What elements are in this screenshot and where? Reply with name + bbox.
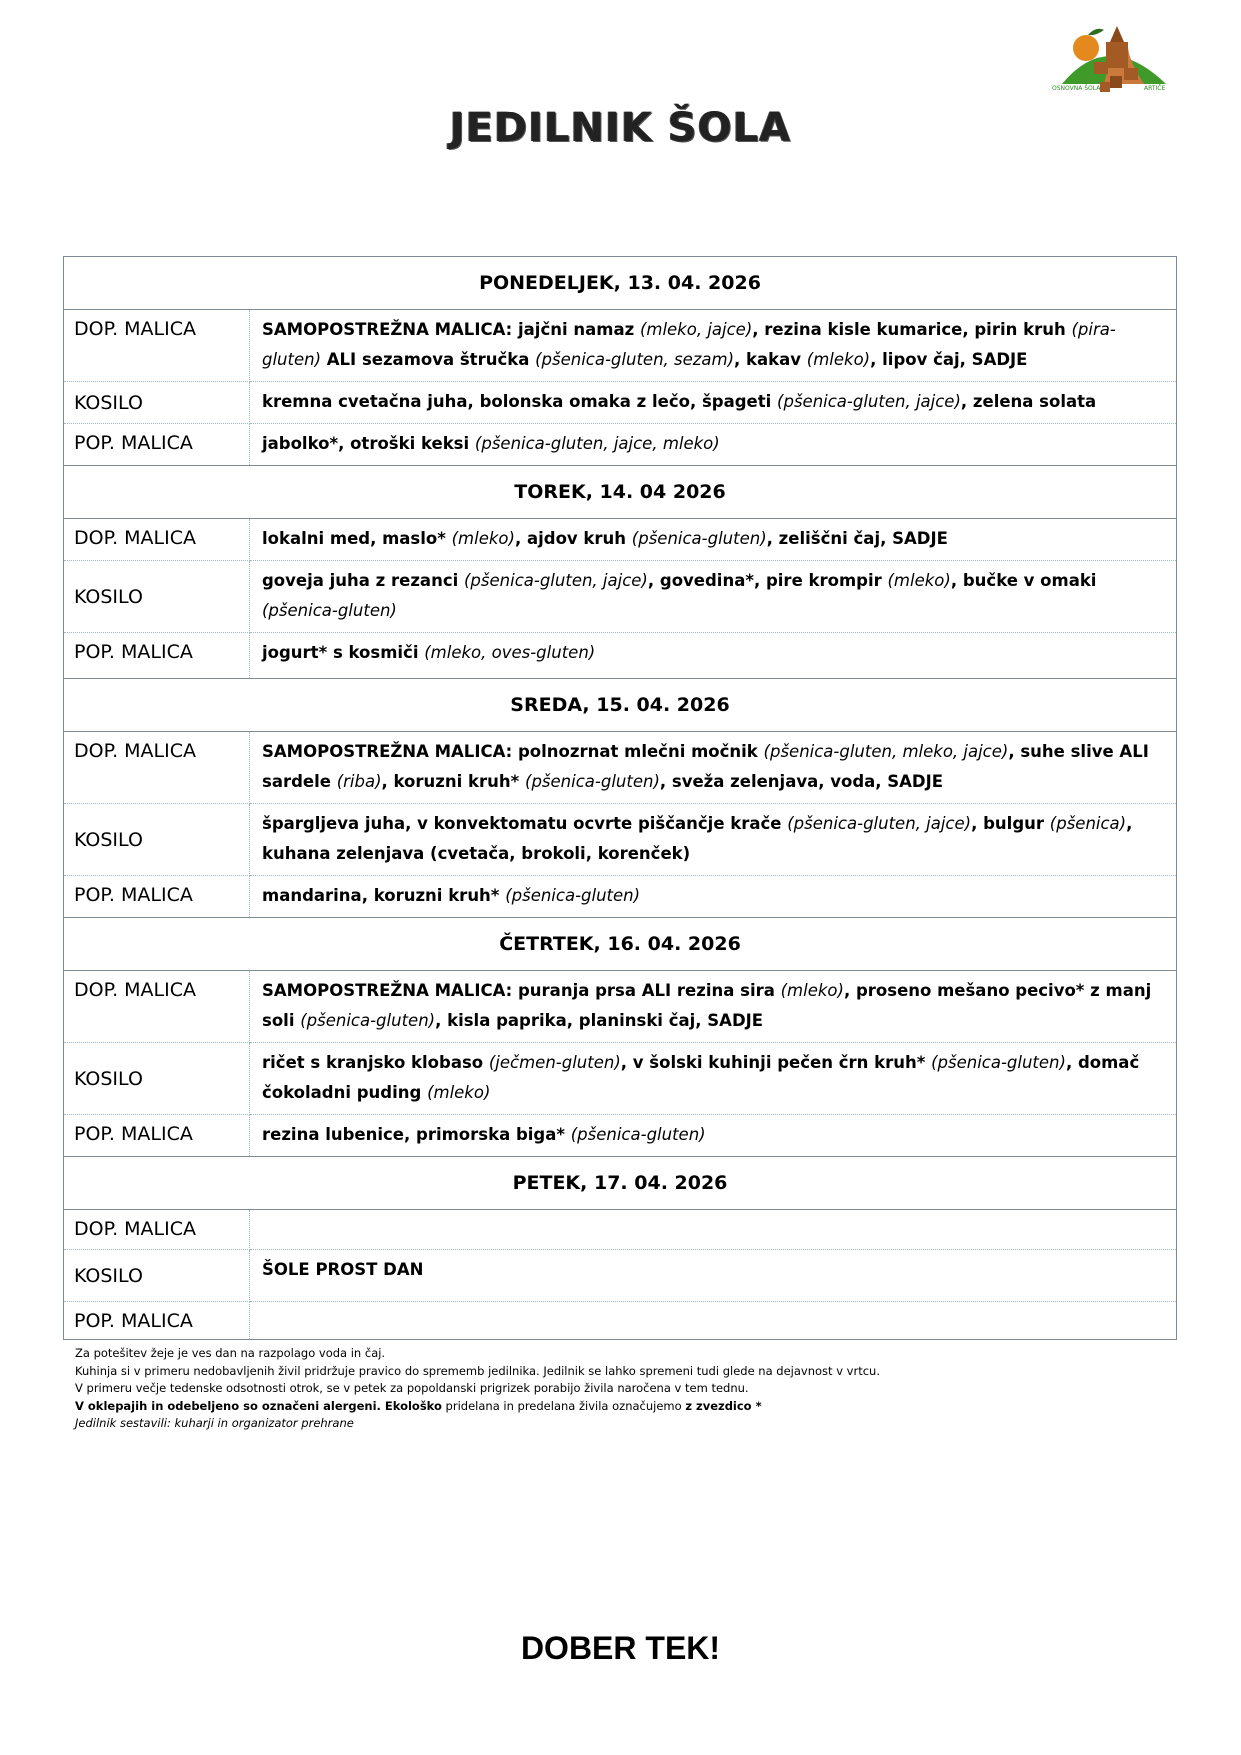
note-authors: Jedilnik sestavili: kuharji in organizator prehrane bbox=[75, 1416, 354, 1430]
logo-text-right: ARTIČE bbox=[1144, 85, 1166, 92]
meal-row bbox=[64, 971, 1177, 1043]
allergen-text: (pšenica-gluten, mleko, jajce) bbox=[763, 742, 1009, 761]
allergen-text: (pšenica-gluten, jajce) bbox=[787, 814, 972, 833]
dish-text: , ajdov kruh bbox=[514, 529, 632, 548]
allergen-text: (pšenica-gluten, jajce) bbox=[777, 392, 961, 411]
note-allergens-text: pridelana in predelana živila označujemo bbox=[441, 1398, 686, 1413]
meal-label: POP. MALICA bbox=[64, 424, 250, 466]
day-header: TOREK, 14. 04 2026 bbox=[64, 466, 1177, 519]
meal-label: DOP. MALICA bbox=[64, 732, 250, 804]
meal-content bbox=[250, 310, 1177, 382]
allergen-text: (mleko) bbox=[780, 981, 844, 1000]
allergen-text: (pšenica-gluten) bbox=[262, 601, 397, 620]
allergen-text: (pira-gluten) bbox=[262, 320, 1116, 369]
day-header-row bbox=[64, 679, 1177, 732]
day-header-row bbox=[64, 918, 1177, 971]
dish-text: ričet s kranjsko klobaso bbox=[262, 1053, 489, 1072]
meal-content bbox=[250, 1043, 1177, 1115]
allergen-text: (pšenica-gluten) bbox=[570, 1125, 706, 1144]
day-header: PETEK, 17. 04. 2026 bbox=[64, 1157, 1177, 1210]
meal-row bbox=[64, 1210, 1177, 1250]
meal-content bbox=[250, 1302, 1177, 1340]
notes-section bbox=[75, 1345, 1175, 1433]
meal-content bbox=[250, 1115, 1177, 1157]
meal-content bbox=[250, 1210, 1177, 1250]
allergen-text: (pšenica-gluten) bbox=[505, 886, 641, 905]
meal-content bbox=[250, 519, 1177, 561]
meal-label: DOP. MALICA bbox=[64, 1210, 250, 1250]
meal-content bbox=[250, 561, 1177, 633]
allergen-text: (pšenica-gluten) bbox=[631, 529, 767, 548]
dish-text: kremna cvetačna juha, bolonska omaka z lečo, špageti bbox=[262, 392, 778, 411]
meal-label: DOP. MALICA bbox=[64, 971, 250, 1043]
day-header-row bbox=[64, 1157, 1177, 1210]
dish-text: ŠOLE PROST DAN bbox=[262, 1260, 424, 1279]
dish-text: , bučke v omaki bbox=[950, 571, 1097, 590]
meal-row bbox=[64, 382, 1177, 424]
allergen-text: (pšenica) bbox=[1049, 814, 1127, 833]
meal-row bbox=[64, 633, 1177, 679]
dish-text: SAMOPOSTREŽNA MALICA bbox=[262, 320, 506, 339]
meal-row bbox=[64, 1302, 1177, 1340]
dish-text: , kuhana zelenjava (cvetača, brokoli, korenček) bbox=[262, 814, 1133, 863]
meal-label: KOSILO bbox=[64, 1250, 250, 1302]
dish-text: goveja juha z rezanci bbox=[262, 571, 464, 590]
dish-text: rezina lubenice, primorska biga* bbox=[262, 1125, 571, 1144]
note-absence: V primeru večje tedenske odsotnosti otrok, se v petek za popoldanski prigrizek porabijo živila naročena v tem tednu. bbox=[75, 1381, 749, 1395]
dish-text: , lipov čaj, SADJE bbox=[870, 350, 1028, 369]
school-logo bbox=[1048, 18, 1178, 100]
meal-content bbox=[250, 876, 1177, 918]
meal-row bbox=[64, 804, 1177, 876]
day-header: PONEDELJEK, 13. 04. 2026 bbox=[64, 257, 1177, 310]
dish-text: špargljeva juha, v konvektomatu ocvrte piščančje krače bbox=[262, 814, 788, 833]
dish-text: mandarina, koruzni kruh* bbox=[262, 886, 506, 905]
allergen-text: (mleko, jajce) bbox=[639, 320, 753, 339]
allergen-text: (mleko, oves-gluten) bbox=[424, 643, 596, 662]
meal-content bbox=[250, 633, 1177, 679]
dish-text: , kakav bbox=[734, 350, 807, 369]
allergen-text: (pšenica-gluten) bbox=[525, 772, 660, 791]
meal-label: KOSILO bbox=[64, 382, 250, 424]
footer-greeting: DOBER TEK! bbox=[520, 1630, 721, 1666]
dish-text: , koruzni kruh* bbox=[381, 772, 526, 791]
allergen-text: (pšenica-gluten, sezam) bbox=[535, 350, 735, 369]
meal-row bbox=[64, 876, 1177, 918]
allergen-text: (pšenica-gluten, jajce, mleko) bbox=[474, 434, 720, 453]
dish-text: , sveža zelenjava, voda, SADJE bbox=[659, 772, 944, 791]
day-header: SREDA, 15. 04. 2026 bbox=[64, 679, 1177, 732]
note-changes: Kuhinja si v primeru nedobavljenih živil pridržuje pravico do sprememb jedilnika. Jedilnik se lahko spremeni tudi glede na dejavnost v vrtcu. bbox=[75, 1363, 880, 1378]
meal-label: POP. MALICA bbox=[64, 1115, 250, 1157]
dish-text: : jajčni namaz bbox=[505, 320, 640, 339]
allergen-text: (mleko) bbox=[427, 1083, 491, 1102]
day-header-row bbox=[64, 257, 1177, 310]
meal-row bbox=[64, 561, 1177, 633]
dish-text: ALI sezamova štručka bbox=[321, 350, 536, 369]
note-allergens-bold: V oklepajih in odebeljeno so označeni alergeni. Ekološko bbox=[75, 1398, 442, 1413]
dish-text: , zelena solata bbox=[960, 392, 1097, 411]
dish-text: , domač čokoladni puding bbox=[262, 1053, 1140, 1102]
dish-text: , bulgur bbox=[971, 814, 1050, 833]
dish-text: , v šolski kuhinji pečen črn kruh* bbox=[620, 1053, 932, 1072]
meal-row bbox=[64, 1115, 1177, 1157]
meal-label: KOSILO bbox=[64, 1043, 250, 1115]
allergen-text: (mleko) bbox=[451, 529, 515, 548]
dish-text: jogurt* s kosmiči bbox=[262, 643, 425, 662]
meal-content bbox=[250, 804, 1177, 876]
meal-content bbox=[250, 971, 1177, 1043]
meal-content bbox=[250, 732, 1177, 804]
dish-text: jabolko*, otroški keksi bbox=[262, 434, 475, 453]
allergen-text: (pšenica-gluten) bbox=[931, 1053, 1066, 1072]
meal-label: DOP. MALICA bbox=[64, 519, 250, 561]
note-star: z zvezdico * bbox=[685, 1398, 762, 1413]
meal-row bbox=[64, 1250, 1177, 1302]
allergen-text: (pšenica-gluten, jajce) bbox=[464, 571, 648, 590]
meal-content bbox=[250, 1250, 1177, 1302]
allergen-text: (ječmen-gluten) bbox=[488, 1053, 621, 1072]
note-water: Za potešitev žeje je ves dan na razpolago voda in čaj. bbox=[75, 1346, 386, 1360]
dish-text: lokalni med, maslo* bbox=[262, 529, 452, 548]
meal-label: KOSILO bbox=[64, 804, 250, 876]
dish-text: , kisla paprika, planinski čaj, SADJE bbox=[435, 1011, 764, 1030]
meal-label: POP. MALICA bbox=[64, 1302, 250, 1340]
meal-content bbox=[250, 382, 1177, 424]
meal-label: KOSILO bbox=[64, 561, 250, 633]
meal-row bbox=[64, 310, 1177, 382]
meal-row bbox=[64, 519, 1177, 561]
allergen-text: (mleko) bbox=[887, 571, 951, 590]
menu-table bbox=[63, 256, 1177, 1340]
meal-content bbox=[250, 424, 1177, 466]
dish-text: , govedina*, pire krompir bbox=[647, 571, 888, 590]
dish-text: , proseno mešano pecivo* z manj soli bbox=[262, 981, 1152, 1030]
meal-label: DOP. MALICA bbox=[64, 310, 250, 382]
dish-text: , zeliščni čaj, SADJE bbox=[766, 529, 948, 548]
logo-text-left: OSNOVNA ŠOLA bbox=[1052, 85, 1101, 92]
meal-row bbox=[64, 1043, 1177, 1115]
dish-text: , suhe slive ALI sardele bbox=[262, 742, 1149, 791]
meal-label: POP. MALICA bbox=[64, 633, 250, 679]
page-title: JEDILNIK ŠOLA bbox=[449, 105, 792, 151]
allergen-text: (mleko) bbox=[806, 350, 871, 369]
day-header-row bbox=[64, 466, 1177, 519]
allergen-text: (pšenica-gluten) bbox=[300, 1011, 436, 1030]
meal-row bbox=[64, 732, 1177, 804]
meal-label: POP. MALICA bbox=[64, 876, 250, 918]
dish-text: SAMOPOSTREŽNA MALICA: puranja prsa ALI rezina sira bbox=[262, 981, 781, 1000]
day-header: ČETRTEK, 16. 04. 2026 bbox=[64, 918, 1177, 971]
allergen-text: (riba) bbox=[336, 772, 382, 791]
dish-text: SAMOPOSTREŽNA MALICA: polnozrnat mlečni močnik bbox=[262, 742, 764, 761]
note-allergens bbox=[75, 1398, 1175, 1416]
dish-text: , rezina kisle kumarice, pirin kruh bbox=[752, 320, 1072, 339]
meal-row bbox=[64, 424, 1177, 466]
